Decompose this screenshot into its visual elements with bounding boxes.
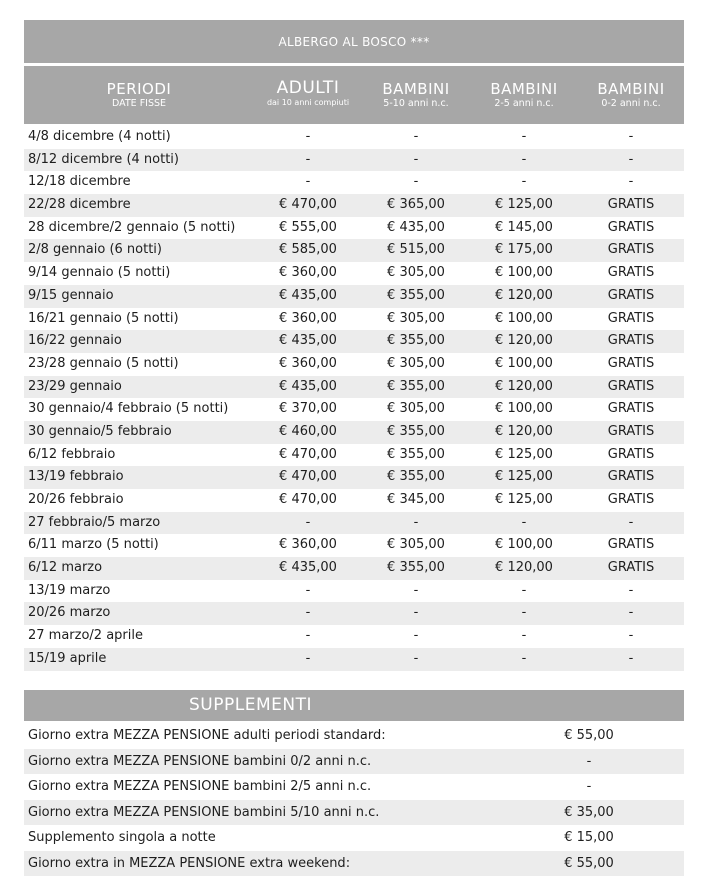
adult-price-cell: € 435,00 (279, 287, 337, 303)
kids-2-5-price-cell: - (521, 582, 527, 598)
period-cell: 6/11 marzo (5 notti) (28, 537, 159, 553)
kids-0-2-price-cell: GRATIS (607, 287, 655, 303)
kids-5-10-price-cell: € 305,00 (387, 401, 445, 417)
adult-price-cell: € 470,00 (279, 492, 337, 507)
kids-2-5-price-cell: € 175,00 (495, 242, 553, 258)
price-table-header (24, 66, 684, 124)
supplement-row (24, 723, 684, 749)
period-cell: 13/19 marzo (28, 582, 111, 598)
hotel-title-bar (24, 20, 684, 63)
header-kids-5-10-label: BAMBINI (382, 80, 450, 98)
adult-price-cell: € 360,00 (279, 537, 337, 553)
kids-5-10-price-cell: - (413, 628, 419, 644)
adult-price-cell: € 435,00 (279, 378, 337, 394)
kids-5-10-price-cell: - (413, 174, 419, 190)
supplement-price: € 35,00 (564, 804, 614, 820)
kids-0-2-price-cell: GRATIS (607, 197, 655, 213)
kids-0-2-price-cell: GRATIS (607, 265, 655, 281)
period-cell: 30 gennaio/5 febbraio (28, 423, 172, 439)
header-kids-0-2-label: BAMBINI (597, 80, 665, 98)
kids-2-5-price-cell: - (521, 174, 527, 190)
period-cell: 20/26 marzo (28, 605, 111, 621)
table-row (24, 512, 684, 535)
kids-0-2-price-cell: GRATIS (607, 560, 655, 576)
supplement-price: - (586, 779, 592, 794)
kids-2-5-price-cell: € 125,00 (495, 446, 553, 462)
kids-5-10-price-cell: - (413, 514, 419, 530)
kids-5-10-price-cell: € 305,00 (387, 265, 445, 281)
kids-2-5-price-cell: € 100,00 (495, 265, 553, 281)
adult-price-cell: € 435,00 (279, 333, 337, 349)
period-cell: 22/28 dicembre (28, 197, 131, 213)
kids-2-5-price-cell: - (521, 129, 527, 144)
kids-5-10-price-cell: € 515,00 (387, 242, 445, 258)
adult-price-cell: - (305, 628, 311, 644)
period-cell: 8/12 dicembre (4 notti) (28, 151, 179, 167)
price-table-body (24, 126, 684, 671)
kids-5-10-price-cell: € 305,00 (387, 310, 445, 326)
kids-2-5-price-cell: € 120,00 (495, 423, 553, 439)
kids-5-10-price-cell: - (413, 605, 419, 621)
kids-0-2-price-cell: GRATIS (607, 401, 655, 417)
kids-0-2-price-cell: - (628, 605, 634, 621)
adult-price-cell: - (305, 582, 311, 598)
table-row (24, 602, 684, 625)
supplement-label: Giorno extra MEZZA PENSIONE bambini 5/10 anni n.c. (28, 804, 380, 820)
supplement-price: - (586, 753, 592, 769)
supplement-price: € 15,00 (564, 830, 614, 845)
period-cell: 9/15 gennaio (28, 287, 114, 303)
period-cell: 20/26 febbraio (28, 492, 124, 507)
kids-5-10-price-cell: € 355,00 (387, 560, 445, 576)
period-cell: 6/12 febbraio (28, 446, 116, 462)
header-kids-0-2-sub: 0-2 anni n.c. (601, 98, 661, 109)
adult-price-cell: € 460,00 (279, 423, 337, 439)
kids-0-2-price-cell: GRATIS (607, 446, 655, 462)
kids-5-10-price-cell: € 355,00 (387, 446, 445, 462)
table-row (24, 580, 684, 603)
table-row (24, 466, 684, 489)
period-cell: 27 febbraio/5 marzo (28, 514, 161, 530)
supplement-label: Giorno extra MEZZA PENSIONE bambini 0/2 anni n.c. (28, 753, 372, 769)
header-adults-label: ADULTI (276, 78, 340, 98)
kids-0-2-price-cell: - (628, 650, 634, 666)
supplement-row (24, 749, 684, 775)
adult-price-cell: € 370,00 (279, 401, 337, 417)
adult-price-cell: - (305, 514, 311, 530)
kids-5-10-price-cell: € 355,00 (387, 378, 445, 394)
kids-2-5-price-cell: € 120,00 (495, 378, 553, 394)
kids-2-5-price-cell: € 125,00 (495, 492, 553, 507)
kids-0-2-price-cell: GRATIS (607, 310, 655, 326)
period-cell: 16/22 gennaio (28, 333, 122, 349)
table-row (24, 149, 684, 172)
supplements-table (24, 723, 684, 876)
adult-price-cell: € 435,00 (279, 560, 337, 576)
adult-price-cell: € 555,00 (279, 219, 337, 235)
kids-2-5-price-cell: - (521, 151, 527, 167)
supplement-row (24, 800, 684, 826)
kids-0-2-price-cell: GRATIS (607, 423, 655, 439)
kids-5-10-price-cell: - (413, 582, 419, 598)
kids-0-2-price-cell: - (628, 174, 634, 190)
kids-2-5-price-cell: € 100,00 (495, 355, 553, 371)
period-cell: 6/12 marzo (28, 560, 103, 576)
kids-2-5-price-cell: € 120,00 (495, 333, 553, 349)
header-kids-0-2 (578, 66, 684, 124)
kids-2-5-price-cell: - (521, 514, 527, 530)
adult-price-cell: - (305, 605, 311, 621)
adult-price-cell: € 360,00 (279, 310, 337, 326)
table-row (24, 126, 684, 149)
adult-price-cell: € 470,00 (279, 197, 337, 213)
kids-0-2-price-cell: GRATIS (607, 469, 655, 485)
period-cell: 4/8 dicembre (4 notti) (28, 129, 171, 144)
period-cell: 28 dicembre/2 gennaio (5 notti) (28, 219, 236, 235)
table-row (24, 194, 684, 217)
table-row (24, 625, 684, 648)
kids-5-10-price-cell: - (413, 151, 419, 167)
kids-5-10-price-cell: - (413, 650, 419, 666)
period-cell: 30 gennaio/4 febbraio (5 notti) (28, 401, 229, 417)
supplement-price: € 55,00 (564, 855, 614, 871)
table-row (24, 534, 684, 557)
supplement-label: Giorno extra MEZZA PENSIONE adulti periodi standard: (28, 728, 386, 743)
kids-2-5-price-cell: € 125,00 (495, 469, 553, 485)
kids-5-10-price-cell: € 355,00 (387, 423, 445, 439)
supplement-row (24, 774, 684, 800)
kids-0-2-price-cell: - (628, 514, 634, 530)
table-row (24, 285, 684, 308)
period-cell: 15/19 aprile (28, 650, 107, 666)
kids-2-5-price-cell: - (521, 650, 527, 666)
header-kids-2-5-sub: 2-5 anni n.c. (494, 98, 554, 109)
kids-5-10-price-cell: - (413, 129, 419, 144)
hotel-title: ALBERGO AL BOSCO *** (278, 34, 430, 49)
kids-5-10-price-cell: € 355,00 (387, 333, 445, 349)
kids-5-10-price-cell: € 345,00 (387, 492, 445, 507)
adult-price-cell: € 360,00 (279, 265, 337, 281)
kids-0-2-price-cell: GRATIS (607, 492, 655, 507)
adult-price-cell: - (305, 129, 311, 144)
header-adults (254, 66, 362, 124)
header-adults-sub: dai 10 anni compiuti (266, 98, 350, 107)
adult-price-cell: € 585,00 (279, 242, 337, 258)
kids-0-2-price-cell: - (628, 628, 634, 644)
kids-0-2-price-cell: - (628, 151, 634, 167)
header-kids-2-5 (470, 66, 578, 124)
kids-0-2-price-cell: - (628, 582, 634, 598)
table-row (24, 262, 684, 285)
table-row (24, 308, 684, 331)
kids-0-2-price-cell: GRATIS (607, 355, 655, 371)
header-periods-label: PERIODI (106, 80, 172, 98)
kids-2-5-price-cell: € 100,00 (495, 537, 553, 553)
period-cell: 9/14 gennaio (5 notti) (28, 265, 171, 281)
kids-0-2-price-cell: GRATIS (607, 242, 655, 258)
kids-5-10-price-cell: € 435,00 (387, 219, 445, 235)
table-row (24, 489, 684, 512)
table-row (24, 376, 684, 399)
header-kids-2-5-label: BAMBINI (490, 80, 558, 98)
kids-2-5-price-cell: € 145,00 (495, 219, 553, 235)
supplements-title: SUPPLEMENTI (189, 695, 312, 715)
adult-price-cell: - (305, 650, 311, 666)
period-cell: 13/19 febbraio (28, 469, 124, 485)
period-cell: 23/28 gennaio (5 notti) (28, 355, 179, 371)
kids-2-5-price-cell: - (521, 628, 527, 644)
table-row (24, 171, 684, 194)
kids-2-5-price-cell: € 125,00 (495, 197, 553, 213)
header-periods-sub: DATE FISSE (111, 98, 167, 109)
kids-5-10-price-cell: € 365,00 (387, 197, 445, 213)
table-row (24, 239, 684, 262)
header-kids-5-10-sub: 5-10 anni n.c. (383, 98, 449, 109)
supplement-price: € 55,00 (564, 728, 614, 743)
period-cell: 27 marzo/2 aprile (28, 628, 143, 644)
period-cell: 16/21 gennaio (5 notti) (28, 310, 179, 326)
table-row (24, 421, 684, 444)
kids-2-5-price-cell: € 120,00 (495, 560, 553, 576)
supplement-label: Giorno extra MEZZA PENSIONE bambini 2/5 anni n.c. (28, 779, 372, 794)
adult-price-cell: - (305, 174, 311, 190)
kids-0-2-price-cell: GRATIS (607, 219, 655, 235)
kids-2-5-price-cell: € 120,00 (495, 287, 553, 303)
adult-price-cell: € 470,00 (279, 446, 337, 462)
table-row (24, 444, 684, 467)
table-row (24, 353, 684, 376)
supplement-label: Supplemento singola a notte (28, 830, 216, 845)
period-cell: 12/18 dicembre (28, 174, 131, 190)
header-periods (24, 66, 254, 124)
kids-5-10-price-cell: € 355,00 (387, 287, 445, 303)
kids-0-2-price-cell: GRATIS (607, 537, 655, 553)
adult-price-cell: - (305, 151, 311, 167)
table-row (24, 330, 684, 353)
kids-5-10-price-cell: € 305,00 (387, 355, 445, 371)
period-cell: 23/29 gennaio (28, 378, 122, 394)
kids-5-10-price-cell: € 355,00 (387, 469, 445, 485)
kids-2-5-price-cell: - (521, 605, 527, 621)
adult-price-cell: € 470,00 (279, 469, 337, 485)
table-row (24, 648, 684, 671)
kids-2-5-price-cell: € 100,00 (495, 401, 553, 417)
kids-0-2-price-cell: - (628, 129, 634, 144)
adult-price-cell: € 360,00 (279, 355, 337, 371)
kids-0-2-price-cell: GRATIS (607, 333, 655, 349)
supplement-label: Giorno extra in MEZZA PENSIONE extra weekend: (28, 855, 351, 871)
table-row (24, 217, 684, 240)
kids-0-2-price-cell: GRATIS (607, 378, 655, 394)
supplements-header (24, 690, 684, 721)
supplement-row (24, 825, 684, 851)
kids-5-10-price-cell: € 305,00 (387, 537, 445, 553)
kids-2-5-price-cell: € 100,00 (495, 310, 553, 326)
table-row (24, 557, 684, 580)
supplement-row (24, 851, 684, 877)
table-row (24, 398, 684, 421)
period-cell: 2/8 gennaio (6 notti) (28, 242, 162, 258)
header-kids-5-10 (362, 66, 470, 124)
